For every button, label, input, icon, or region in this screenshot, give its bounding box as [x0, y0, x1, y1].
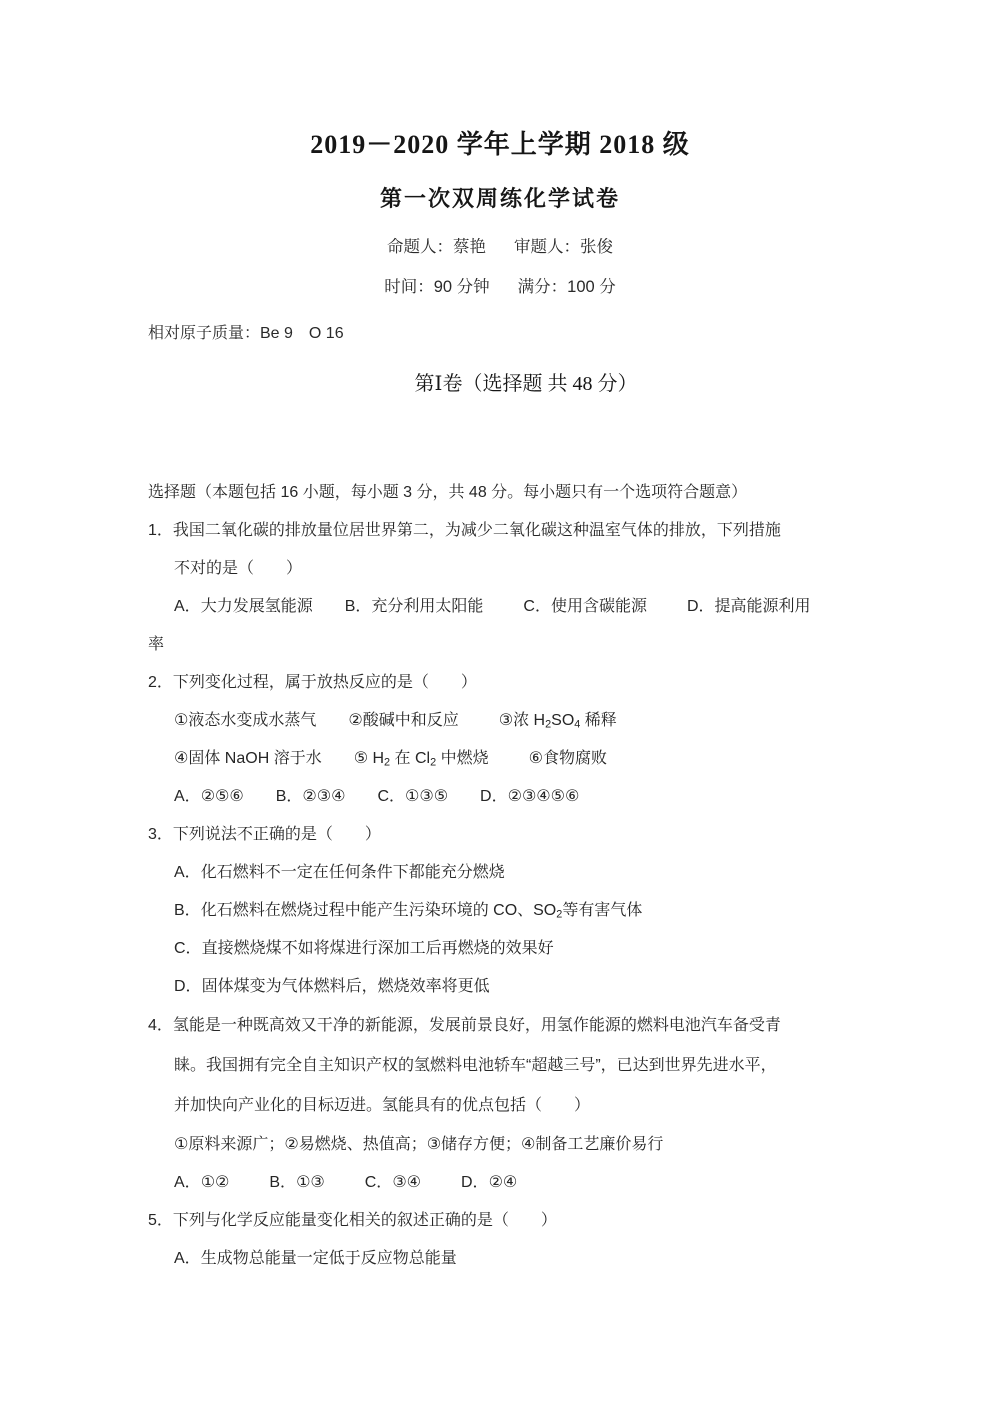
question-4-options — [148, 1164, 852, 1202]
question-4-stem-line-3: 并加快向产业化的目标迈进。氢能具有的优点包括（ ） — [174, 1097, 591, 1114]
question-2-items-line-2 — [148, 740, 852, 778]
item-text-1: 液态水变成水蒸气 — [188, 712, 317, 729]
question-4-stem-line-2: 睐。我国拥有完全自主知识产权的氢燃料电池轿车“超越三号”，已达到世界先进水平， — [174, 1057, 777, 1074]
question-1-stem-line-1 — [148, 512, 852, 550]
question-1-option-d-text: 提高能源利用 — [714, 598, 811, 615]
subscript: 2 — [556, 908, 563, 921]
questions-body — [148, 400, 852, 1278]
question-4-option-a-text: ①② — [200, 1174, 230, 1191]
question-2-stem-text-1: 下列变化过程，属于放热反应的是（ ） — [172, 674, 477, 691]
question-2-option-b-text: ②③④ — [302, 788, 346, 805]
time-label: 时间：90 分钟 — [384, 278, 490, 296]
authorship-line — [148, 214, 852, 262]
question-3-option-d — [148, 968, 852, 1006]
question-4-option-d-text: ②④ — [488, 1174, 518, 1191]
question-3-option-a-text: 化石燃料不一定在任何条件下都能充分燃烧 — [200, 864, 505, 881]
question-4-number: 4． — [148, 1017, 173, 1034]
question-3-stem-line-1 — [148, 816, 852, 854]
question-1-option-b-label: B． — [344, 598, 372, 615]
question-4-option-a-label: A． — [174, 1174, 201, 1191]
question-5-stem-line-1 — [148, 1202, 852, 1240]
item-text-6: 食物腐败 — [542, 750, 607, 767]
question-3-option-b-label: B． — [174, 902, 201, 919]
question-2-item-1 — [174, 712, 316, 729]
question-3-option-c-text: 直接燃烧煤不如将煤进行深加工后再燃烧的效果好 — [201, 940, 554, 957]
question-3-stem-text-1: 下列说法不正确的是（ ） — [172, 826, 381, 843]
question-1-option-a-text: 大力发展氢能源 — [200, 598, 313, 615]
question-1-options — [148, 588, 852, 626]
question-1-stem-text-1: 我国二氧化碳的排放量位居世界第二，为减少二氧化碳这种温室气体的排放，下列措施 — [172, 522, 781, 539]
question-2-option-c-label: C． — [377, 788, 405, 805]
question-5-option-a-text: 生成物总能量一定低于反应物总能量 — [200, 1250, 457, 1267]
question-3-option-b — [148, 892, 852, 930]
question-1-stem-line-2: 不对的是（ ） — [174, 560, 303, 577]
question-2-item-3: ③浓 $H_2SO_4$ 稀释 — [498, 712, 617, 731]
question-2-option-d-label: D． — [480, 788, 508, 805]
relative-atomic-mass-line: 相对原子质量：Be 9 O 16 — [148, 325, 344, 342]
subscript: 2 — [430, 756, 437, 769]
item-marker-1: ① — [174, 712, 189, 729]
item-text-4: 固体 NaOH 溶于水 — [188, 750, 322, 767]
instructions-line: 选择题（本题包括 16 小题，每小题 3 分，共 48 分。每小题只有一个选项符合题意） — [148, 484, 748, 501]
question-2-number: 2． — [148, 674, 173, 691]
question-4-option-b-label: B． — [269, 1174, 297, 1191]
question-4-option-c-label: C． — [364, 1174, 393, 1191]
item-marker-6: ⑥ — [528, 750, 543, 767]
question-2-options — [148, 778, 852, 816]
question-1-option-b-text: 充分利用太阳能 — [371, 598, 484, 615]
question-1-number: 1． — [148, 522, 173, 539]
page-subtitle: 第一次双周练化学试卷 — [379, 186, 620, 211]
question-2-option-a-text: ②⑤⑥ — [200, 788, 244, 805]
question-2-option-a-label: A． — [174, 788, 201, 805]
question-2-item-4 — [174, 750, 322, 767]
question-1-option-c-label: C． — [523, 598, 551, 615]
question-2-item-6 — [529, 750, 607, 767]
item-marker-2: ② — [348, 712, 363, 729]
question-4-stem-text-1: 氢能是一种既高效又干净的新能源，发展前景良好，用氢作能源的燃料电池汽车备受青 — [172, 1017, 781, 1034]
question-2-item-2 — [348, 712, 458, 729]
question-4-items-line: ①原料来源广；②易燃烧、热值高；③储存方便；④制备工艺廉价易行 — [174, 1136, 664, 1153]
question-4-option-d-label: D． — [461, 1174, 489, 1191]
question-1-overflow-line: 率 — [148, 636, 165, 653]
section-heading-part1: 第Ⅰ卷（选择题 共 48 分） — [414, 373, 638, 395]
question-5-option-a-label: A． — [174, 1250, 201, 1267]
question-2-item-5: ⑤ $H_2$ 在 $Cl_2$ 中燃烧 — [353, 750, 489, 769]
question-5-option-a — [148, 1240, 852, 1278]
page-title: 2019－2020 学年上学期 2018 级 — [310, 130, 690, 159]
item-marker-3: ③ — [498, 712, 514, 729]
question-3-option-a — [148, 854, 852, 892]
question-3-option-c — [148, 930, 852, 968]
exam-info-line — [148, 262, 852, 302]
question-3-option-d-text: 固体煤变为气体燃料后，燃烧效率将更低 — [201, 978, 490, 995]
question-2-option-d-text: ②③④⑤⑥ — [507, 788, 580, 805]
subscript: 2 — [545, 718, 552, 731]
question-1-option-c-text: 使用含碳能源 — [550, 598, 647, 615]
subscript: 4 — [574, 718, 581, 731]
question-2-items-line-1 — [148, 702, 852, 740]
question-2-stem-line-1 — [148, 664, 852, 702]
question-4-option-b-text: ①③ — [296, 1174, 325, 1191]
question-3-option-b-text: 化石燃料在燃烧过程中能产生污染环境的 CO、$SO_2$等有害气体 — [200, 902, 643, 921]
question-3-option-a-label: A． — [174, 864, 201, 881]
question-1-option-a-label: A． — [174, 598, 201, 615]
question-2-option-b-label: B． — [275, 788, 303, 805]
question-3-number: 3． — [148, 826, 173, 843]
question-5-number: 5． — [148, 1212, 173, 1229]
question-1-option-d-label: D． — [686, 598, 715, 615]
question-3-option-c-label: C． — [174, 940, 202, 957]
item-marker-5: ⑤ — [353, 750, 369, 767]
question-3-option-d-label: D． — [174, 978, 202, 995]
question-5-stem-text-1: 下列与化学反应能量变化相关的叙述正确的是（ ） — [172, 1212, 557, 1229]
reviewer-label: 审题人：张俊 — [514, 238, 613, 256]
item-marker-4: ④ — [174, 750, 189, 767]
question-4-option-c-text: ③④ — [392, 1174, 421, 1191]
author-label: 命题人：蔡艳 — [387, 238, 486, 256]
item-text-2: 酸碱中和反应 — [362, 712, 459, 729]
subscript: 2 — [384, 756, 391, 769]
question-4-stem-line-1 — [148, 1006, 852, 1046]
question-2-option-c-text: ①③⑤ — [405, 788, 449, 805]
total-score-label: 满分：100 分 — [517, 278, 616, 296]
